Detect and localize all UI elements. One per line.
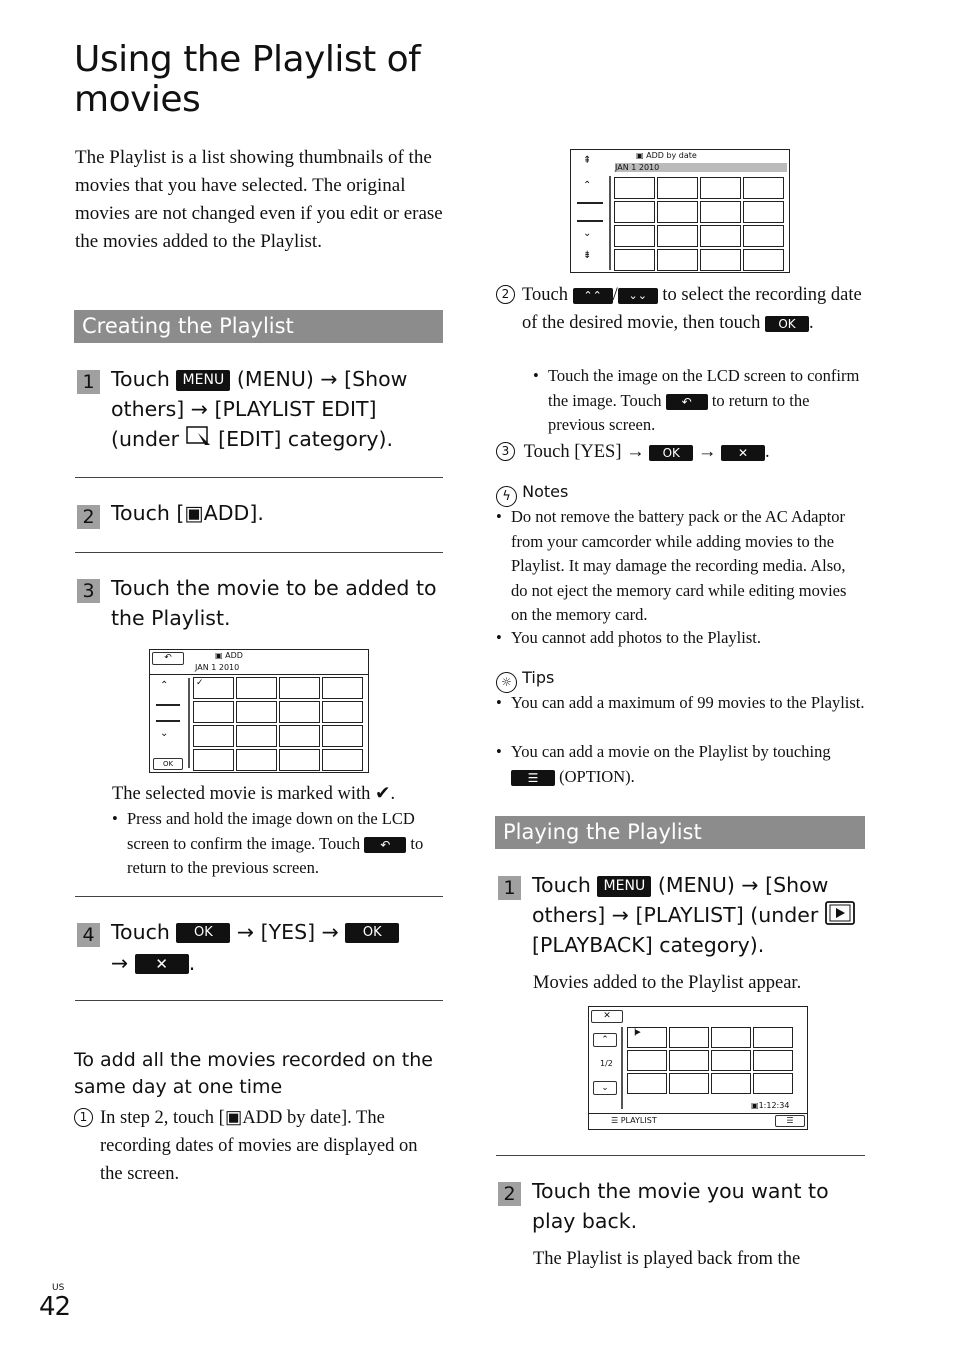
scroll-up-button[interactable]: ⌃ [593, 1033, 617, 1047]
thumbnail[interactable] [743, 177, 784, 199]
scrollbar[interactable] [188, 678, 190, 768]
thumbnail[interactable] [627, 1027, 667, 1048]
thumbnail-grid [614, 177, 784, 271]
bullet-text-end: to return to the previous screen. [548, 390, 810, 434]
yes-path: → [YES] → [236, 920, 339, 944]
step-number: 1 [77, 370, 100, 394]
thumbnail[interactable] [627, 1073, 667, 1094]
divider [75, 896, 443, 897]
back-icon: ↶ [364, 837, 406, 853]
thumbnail[interactable] [193, 701, 234, 723]
region-code: US [52, 1283, 65, 1293]
thumbnail[interactable] [657, 177, 698, 199]
page-down-icon[interactable]: ⇟ [583, 250, 592, 261]
page-up-icon[interactable]: ⇞ [583, 155, 592, 166]
menu-button-icon: MENU [597, 876, 651, 897]
scroll-up-icon[interactable]: ⌃ [160, 680, 169, 691]
subheading: To add all the movies recorded on the same day at one time [74, 1049, 433, 1098]
scroll-up-icon[interactable]: ⌃ [583, 180, 592, 191]
sub-step-1 [74, 1104, 434, 1184]
close-button[interactable]: ✕ [591, 1010, 623, 1023]
arrow: → [697, 442, 717, 462]
sub-step-text: In step 2, touch [▣ADD by date]. The recording dates of movies are displayed on the screen. [100, 1108, 418, 1184]
scrollbar[interactable] [621, 1027, 623, 1109]
tip-text: You can add a movie on the Playlist by touching [511, 742, 831, 761]
thumbnail[interactable] [753, 1073, 793, 1094]
total-time: ▣1:12:34 [751, 1101, 790, 1110]
playlist-label: ☰ PLAYLIST [611, 1116, 657, 1125]
thumbnail[interactable] [236, 677, 277, 699]
period: . [809, 313, 814, 333]
note-text: You cannot add photos to the Playlist. [511, 628, 761, 647]
step2-text: Touch [▣ADD]. [111, 501, 264, 525]
thumbnail[interactable] [627, 1050, 667, 1071]
tips-label: Tips [522, 668, 555, 687]
notes-label: Notes [522, 482, 569, 501]
period: . [188, 951, 196, 975]
step2-note: The Playlist is played back from the [533, 1249, 801, 1269]
touch-word: Touch [522, 285, 568, 305]
scroll-down-button[interactable]: ⌄ [593, 1081, 617, 1095]
divider [496, 1155, 865, 1156]
step-number: 3 [77, 579, 100, 603]
page-down-button-icon: ⌄⌄ [618, 288, 658, 304]
thumbnail[interactable] [669, 1050, 709, 1071]
bullet-text: Press and hold the image down on the LCD screen to confirm the image. Touch [127, 809, 415, 853]
step-number: 4 [77, 923, 100, 947]
close-icon: ✕ [135, 954, 189, 974]
thumbnail[interactable] [657, 225, 698, 247]
tip-text: You can add a maximum of 99 movies to the Playlist. [511, 693, 865, 712]
step1-path: (MENU) → [Show others] → [PLAYLIST EDIT] (under [111, 367, 408, 451]
slash: / [612, 285, 618, 305]
thumbnail-grid [627, 1027, 793, 1094]
thumbnail[interactable] [614, 249, 655, 271]
close-icon: ✕ [721, 445, 765, 461]
intro-text: The Playlist is a list showing thumbnails of the movies that you have selected. The original movies are not changed even if you edit or erase the movies added to the Playlist. [75, 147, 443, 252]
add-by-date-screen [570, 149, 790, 273]
screen-title: ▣ ADD by date [636, 151, 697, 160]
thumbnail[interactable] [193, 749, 234, 771]
screen-title-text: ADD by date [646, 151, 697, 160]
list-scroll-icon[interactable] [577, 202, 603, 222]
ok-button-icon: OK [649, 445, 693, 461]
thumbnail[interactable] [753, 1027, 793, 1048]
sub-step-2 [496, 281, 866, 333]
note-item: • Do not remove the battery pack or the AC Adaptor from your camcorder while adding movies to the Playlist. It may damage the recording media. Also, do not eject the memory card while editing movies on the memory card. [496, 505, 866, 628]
section-heading-creating: Creating the Playlist [74, 310, 443, 343]
date-highlight[interactable]: JAN 1 2010 [615, 163, 787, 172]
touch-word: Touch [111, 920, 170, 944]
back-button[interactable]: ↶ [152, 652, 184, 665]
thumbnail[interactable] [193, 677, 234, 699]
menu-button-icon: MENU [176, 370, 230, 391]
tip-item: • You can add a maximum of 99 movies to the Playlist. [496, 691, 866, 716]
option-icon: ☰ [511, 770, 555, 786]
bullet-text: Touch the image on the LCD screen to confirm the image. Touch [548, 366, 860, 410]
divider [75, 1000, 443, 1001]
screen-title-text: ADD [225, 651, 243, 660]
sub-step-text: Touch [YES] → [523, 442, 645, 462]
tip-item: • You can add a movie on the Playlist by touching ☰ (OPTION). [496, 742, 831, 786]
thumbnail[interactable] [279, 725, 320, 747]
thumbnail[interactable] [236, 749, 277, 771]
sub-step-3 [496, 438, 866, 466]
scroll-down-icon[interactable]: ⌄ [583, 228, 592, 239]
thumbnail[interactable] [322, 701, 363, 723]
period: . [765, 442, 770, 462]
sub-step-text: to select the recording date of the desired movie, then touch [522, 285, 862, 333]
thumbnail[interactable] [711, 1050, 751, 1071]
thumbnail[interactable] [700, 225, 741, 247]
thumbnail[interactable] [669, 1027, 709, 1048]
playlist-screen [588, 1006, 808, 1130]
thumbnail[interactable] [322, 749, 363, 771]
thumbnail[interactable] [614, 201, 655, 223]
circled-number-3: 3 [496, 442, 515, 461]
thumbnail[interactable] [614, 177, 655, 199]
tip-text-end: (OPTION). [559, 766, 635, 786]
thumbnail[interactable] [700, 177, 741, 199]
thumbnail[interactable] [669, 1073, 709, 1094]
touch-word: Touch [111, 367, 170, 391]
thumbnail[interactable] [711, 1073, 751, 1094]
page-indicator: 1/2 [600, 1059, 613, 1068]
thumbnail[interactable] [279, 749, 320, 771]
option-button[interactable]: ☰ [775, 1115, 805, 1127]
back-icon: ↶ [666, 394, 708, 410]
thumbnail-grid [193, 677, 363, 771]
playback-category-icon [825, 901, 855, 925]
step1-note: Movies added to the Playlist appear. [533, 973, 802, 993]
thumbnail[interactable] [700, 249, 741, 271]
step-number: 2 [77, 505, 100, 529]
notes-heading [496, 482, 568, 507]
thumbnail[interactable] [711, 1027, 751, 1048]
thumbnail[interactable] [743, 201, 784, 223]
arrow: → [111, 951, 129, 975]
play-step1-text [532, 870, 865, 960]
step1-category: [PLAYBACK] category). [532, 933, 765, 957]
page-number: 42 [39, 1292, 71, 1322]
bullet-text-end: to return to the previous screen. [127, 833, 424, 877]
circled-number-2: 2 [496, 285, 515, 304]
screen-date: JAN 1 2010 [195, 663, 240, 672]
circled-number-1: 1 [74, 1108, 93, 1127]
ok-button[interactable]: OK [153, 758, 183, 770]
thumbnail[interactable] [236, 701, 277, 723]
thumbnail[interactable] [279, 677, 320, 699]
lightbulb-icon: ☼ [496, 672, 517, 693]
ok-button-icon: OK [176, 923, 230, 943]
thumbnail[interactable] [614, 225, 655, 247]
thumbnail[interactable] [753, 1050, 793, 1071]
bullet-item: • Press and hold the image down on the LCD screen to confirm the image. Touch ↶ to return to the previous screen. [112, 809, 424, 877]
thumbnail[interactable] [743, 225, 784, 247]
page-title: Using the Playlist of movies [74, 39, 421, 120]
list-scroll-icon[interactable] [156, 704, 180, 722]
divider [75, 477, 443, 478]
thumbnail[interactable] [236, 725, 277, 747]
step4-text [111, 917, 441, 979]
thumbnail[interactable] [657, 201, 698, 223]
scroll-down-icon[interactable]: ⌄ [160, 728, 169, 739]
thumbnail[interactable] [279, 701, 320, 723]
touch-word: Touch [532, 873, 591, 897]
tips-heading [496, 668, 554, 693]
thumbnail[interactable] [322, 677, 363, 699]
playing-icon: ▕▶ [630, 1028, 641, 1036]
step1-category: [EDIT] category). [218, 427, 394, 451]
section-heading-playing: Playing the Playlist [495, 816, 865, 849]
scrollbar[interactable] [609, 176, 611, 270]
total-time-text: 1:12:34 [758, 1101, 790, 1110]
playlist-label-text: PLAYLIST [620, 1116, 657, 1125]
check-icon: ✓ [196, 678, 204, 688]
thumbnail[interactable] [743, 249, 784, 271]
note-text: Do not remove the battery pack or the AC Adaptor from your camcorder while adding movies to the Playlist. It may damage the recording media. Also, do not eject the memory card while editing movies on the memory card. [511, 507, 847, 624]
selected-text: The selected movie is marked with ✔. [112, 784, 396, 804]
bullet-item: • Touch the image on the LCD screen to confirm the image. Touch ↶ to return to the previous screen. [533, 366, 860, 434]
step-number: 1 [498, 876, 521, 900]
notes-icon: ϟ [496, 486, 517, 507]
thumbnail[interactable] [700, 201, 741, 223]
step-number: 2 [498, 1182, 521, 1206]
step1-text [111, 364, 443, 454]
thumbnail[interactable] [193, 725, 234, 747]
step3-text: Touch the movie to be added to the Playlist. [111, 576, 437, 630]
add-screen-illustration [149, 649, 369, 773]
thumbnail[interactable] [657, 249, 698, 271]
play-step2-text: Touch the movie you want to play back. [532, 1179, 829, 1233]
edit-category-icon [186, 426, 212, 448]
note-item: • You cannot add photos to the Playlist. [496, 626, 866, 651]
thumbnail[interactable] [322, 725, 363, 747]
ok-button-icon: OK [345, 923, 399, 943]
divider [75, 552, 443, 553]
ok-button-icon: OK [765, 316, 809, 332]
screen-title: ▣ ADD [215, 651, 243, 660]
step1-path: (MENU) → [Show others] → [PLAYLIST] (under [532, 873, 829, 927]
page-up-button-icon: ⌃⌃ [573, 288, 613, 304]
